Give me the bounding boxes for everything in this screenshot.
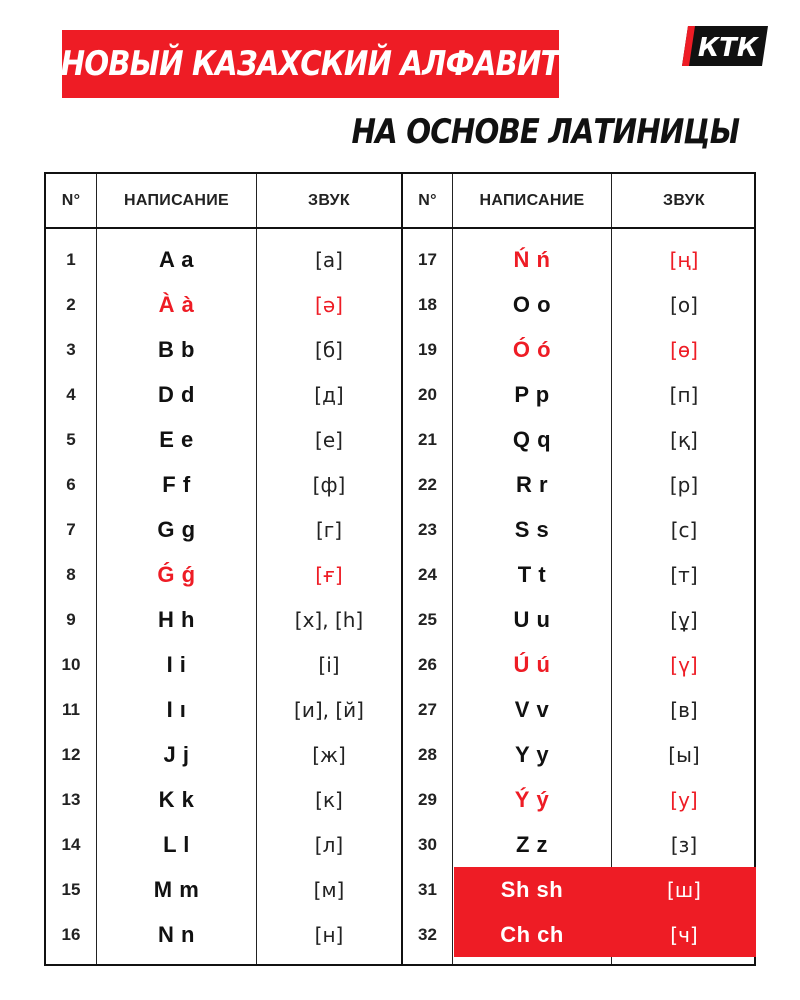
left-sound-cell: [и], [й] — [294, 697, 364, 722]
left-letter-cell: I ı — [166, 696, 187, 722]
left-letter-cell: H h — [158, 606, 195, 632]
left-num-cell: 4 — [66, 384, 76, 404]
title-banner — [62, 30, 559, 98]
left-letter-cell: K k — [158, 786, 195, 812]
left-num-cell: 9 — [66, 609, 76, 629]
right-num-cell: 25 — [418, 609, 437, 629]
right-letter-cell: Ó ó — [512, 336, 552, 362]
left-sound-cell: [ж] — [312, 742, 346, 767]
right-sound-cell: [ы] — [668, 742, 700, 767]
logo-text: КТК — [697, 33, 759, 63]
page-title: НОВЫЙ КАЗАХСКИЙ АЛФАВИТ — [61, 44, 560, 84]
right-letter-cell: Q q — [512, 426, 552, 452]
left-sound-cell: [ғ] — [315, 562, 343, 587]
right-num-cell: 19 — [418, 339, 437, 359]
right-num-cell: 32 — [418, 924, 437, 944]
right-sound-cell: [ш] — [667, 877, 701, 902]
left-sound-cell: [н] — [314, 922, 344, 947]
left-num-cell: 8 — [66, 564, 76, 584]
right-num-cell: 20 — [418, 384, 437, 404]
left-letter-cell: Ǵ ǵ — [157, 561, 196, 587]
left-sound-cell: [г] — [315, 517, 343, 542]
right-sound-cell: [о] — [670, 292, 698, 317]
alphabet-table — [44, 172, 756, 966]
left-sound-cell: [ф] — [312, 472, 346, 497]
right-sound-cell: [р] — [669, 472, 699, 497]
left-sound-cell: [м] — [313, 877, 345, 902]
header-spelling-left: НАПИСАНИЕ — [123, 191, 230, 209]
header-sound-right: ЗВУК — [663, 191, 705, 209]
right-sound-cell: [ө] — [670, 337, 698, 362]
right-letter-cell: Ú ú — [513, 651, 551, 677]
right-sound-cell: [ң] — [669, 247, 699, 272]
left-num-cell: 11 — [62, 699, 80, 719]
left-num-cell: 15 — [61, 879, 81, 899]
right-letter-cell: Y y — [514, 741, 550, 767]
header-sound-left: ЗВУК — [308, 191, 350, 209]
page-subtitle: НА ОСНОВЕ ЛАТИНИЦЫ — [351, 112, 739, 152]
right-letter-cell: R r — [515, 471, 549, 497]
ktk-logo — [682, 26, 768, 66]
left-letter-cell: B b — [158, 336, 195, 362]
left-sound-cell: [ә] — [315, 292, 343, 317]
left-num-cell: 6 — [66, 474, 76, 494]
right-sound-cell: [с] — [670, 517, 698, 542]
right-letter-cell: Ý ý — [514, 786, 550, 812]
header-num-right: N° — [418, 191, 437, 209]
left-letter-cell: L l — [163, 831, 190, 857]
right-num-cell: 28 — [418, 744, 437, 764]
left-num-cell: 3 — [66, 339, 76, 359]
left-letter-cell: A a — [159, 246, 194, 272]
ktk-logo-icon — [682, 26, 768, 66]
left-letter-cell: J j — [163, 741, 190, 767]
right-num-cell: 29 — [418, 789, 437, 809]
right-num-cell: 22 — [418, 474, 437, 494]
page-subtitle-container — [351, 104, 739, 160]
left-sound-cell: [а] — [315, 247, 343, 272]
right-num-cell: 18 — [418, 294, 437, 314]
left-sound-cell: [і] — [318, 652, 340, 677]
left-num-cell: 14 — [61, 834, 81, 854]
left-sound-cell: [е] — [315, 427, 343, 452]
left-letter-cell: À à — [158, 291, 195, 317]
right-letter-cell: P p — [514, 381, 550, 407]
left-sound-cell: [х], [һ] — [294, 607, 364, 632]
left-sound-cell: [б] — [315, 337, 343, 362]
right-sound-cell: [т] — [670, 562, 698, 587]
left-num-cell: 13 — [61, 789, 81, 809]
header-num-left: N° — [61, 191, 81, 209]
left-letter-cell: M m — [153, 876, 200, 902]
left-num-cell: 16 — [61, 924, 81, 944]
left-letter-cell: F f — [162, 471, 191, 497]
right-sound-cell: [ұ] — [670, 607, 698, 632]
left-sound-cell: [к] — [315, 787, 343, 812]
header-spelling-right: НАПИСАНИЕ — [479, 191, 585, 209]
right-num-cell: 27 — [418, 699, 437, 719]
right-letter-cell: S s — [514, 516, 550, 542]
right-letter-cell: Ń ń — [513, 246, 551, 272]
right-num-cell: 31 — [418, 879, 437, 899]
right-sound-cell: [п] — [669, 382, 699, 407]
right-letter-cell: U u — [513, 606, 551, 632]
left-num-cell: 5 — [66, 429, 76, 449]
left-sound-cell: [л] — [314, 832, 344, 857]
right-num-cell: 30 — [418, 834, 437, 854]
left-letter-cell: G g — [157, 516, 196, 542]
right-num-cell: 24 — [418, 564, 437, 584]
left-letter-cell: E e — [159, 426, 194, 452]
left-num-cell: 2 — [66, 294, 76, 314]
right-letter-cell: Ch ch — [500, 921, 564, 947]
right-num-cell: 23 — [418, 519, 437, 539]
right-num-cell: 21 — [418, 429, 437, 449]
left-letter-cell: N n — [158, 921, 195, 947]
right-num-cell: 26 — [418, 654, 437, 674]
right-sound-cell: [у] — [670, 787, 698, 812]
left-sound-cell: [д] — [314, 382, 344, 407]
left-letter-cell: D d — [158, 381, 195, 407]
left-num-cell: 10 — [61, 654, 81, 674]
left-num-cell: 7 — [66, 519, 76, 539]
right-sound-cell: [з] — [670, 832, 698, 857]
right-sound-cell: [в] — [670, 697, 698, 722]
right-sound-cell: [ч] — [670, 922, 698, 947]
header-divider — [46, 227, 754, 229]
right-sound-cell: [ү] — [670, 652, 698, 677]
right-num-cell: 17 — [418, 249, 437, 269]
right-sound-cell: [қ] — [670, 427, 698, 452]
left-letter-cell: I i — [166, 651, 187, 677]
right-letter-cell: Z z — [515, 831, 549, 857]
right-letter-cell: O o — [512, 291, 552, 317]
right-letter-cell: T t — [517, 561, 547, 587]
left-num-cell: 12 — [61, 744, 81, 764]
right-letter-cell: Sh sh — [500, 876, 564, 902]
right-letter-cell: V v — [514, 696, 550, 722]
left-num-cell: 1 — [66, 249, 76, 269]
